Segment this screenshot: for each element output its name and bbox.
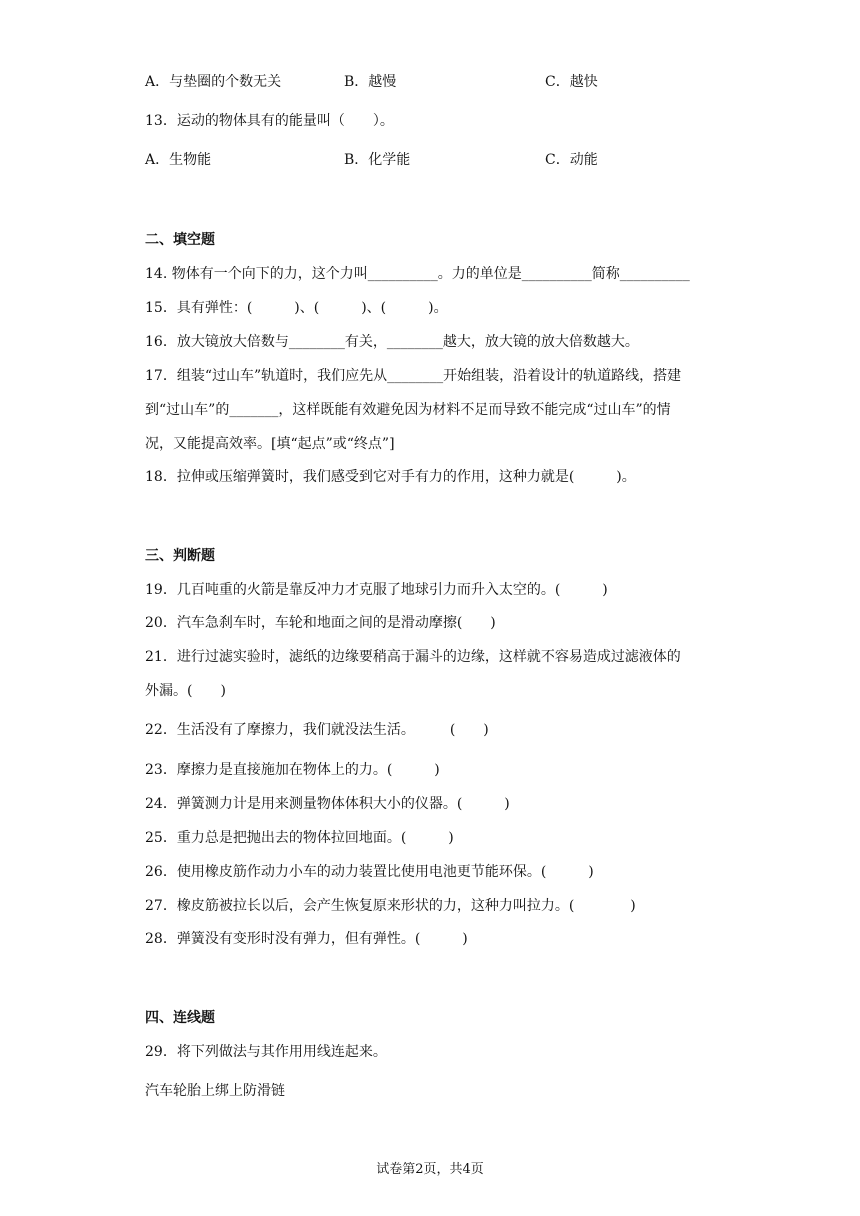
- question-28: 28．弹簧没有变形时没有弹力，但有弹性。( ): [145, 931, 468, 947]
- q12-option-b: B．越慢: [344, 74, 397, 90]
- question-21-line-1: 21．进行过滤实验时，滤纸的边缘要稍高于漏斗的边缘，这样就不容易造成过滤液体的: [145, 649, 681, 665]
- question-21-line-2: 外漏。( ): [145, 683, 226, 699]
- q12-option-a: A．与垫圈的个数无关: [145, 74, 282, 90]
- question-25: 25．重力总是把抛出去的物体拉回地面。( ): [145, 830, 454, 846]
- question-16: 16．放大镜放大倍数与________有关，________越大，放大镜的放大倍数越大。: [145, 334, 639, 350]
- question-15: 15．具有弹性：( )、( )、( )。: [145, 300, 448, 316]
- question-19: 19．几百吨重的火箭是靠反冲力才克服了地球引力而升入太空的。( ): [145, 582, 608, 598]
- question-17-line-3: 况，又能提高效率。[填“起点”或“终点”]: [145, 436, 395, 452]
- q12-option-c: C．越快: [545, 74, 598, 90]
- question-17-line-2: 到“过山车”的_______，这样既能有效避免因为材料不足而导致不能完成“过山车”的情: [145, 402, 671, 418]
- q13-option-a: A．生物能: [145, 152, 212, 168]
- question-27: 27．橡皮筋被拉长以后，会产生恢复原来形状的力，这种力叫拉力。( ): [145, 898, 636, 914]
- question-14: 14. 物体有一个向下的力，这个力叫__________。力的单位是__________简称__________: [145, 266, 690, 282]
- q13-stem: 13．运动的物体具有的能量叫（ ）。: [145, 113, 394, 129]
- q13-option-c: C．动能: [545, 152, 598, 168]
- question-22: 22．生活没有了摩擦力，我们就没法生活。 ( ): [145, 722, 489, 738]
- question-23: 23．摩擦力是直接施加在物体上的力。( ): [145, 762, 440, 778]
- question-24: 24．弹簧测力计是用来测量物体体积大小的仪器。( ): [145, 796, 510, 812]
- page-footer: 试卷第2页，共4页: [376, 1162, 484, 1177]
- question-18: 18．拉伸或压缩弹簧时，我们感受到它对手有力的作用，这种力就是( )。: [145, 469, 636, 485]
- matching-item-1: 汽车轮胎上绑上防滑链: [145, 1083, 285, 1099]
- section-2-title: 二、填空题: [145, 232, 215, 248]
- section-3-title: 三、判断题: [145, 548, 215, 564]
- section-4-title: 四、连线题: [145, 1010, 215, 1026]
- question-26: 26．使用橡皮筋作动力小车的动力装置比使用电池更节能环保。( ): [145, 864, 594, 880]
- q13-option-b: B．化学能: [344, 152, 411, 168]
- question-17-line-1: 17．组装“过山车”轨道时，我们应先从________开始组装，沿着设计的轨道路线，搭建: [145, 368, 682, 384]
- question-20: 20．汽车急刹车时，车轮和地面之间的是滑动摩擦( ): [145, 615, 496, 631]
- question-29: 29．将下列做法与其作用用线连起来。: [145, 1044, 387, 1060]
